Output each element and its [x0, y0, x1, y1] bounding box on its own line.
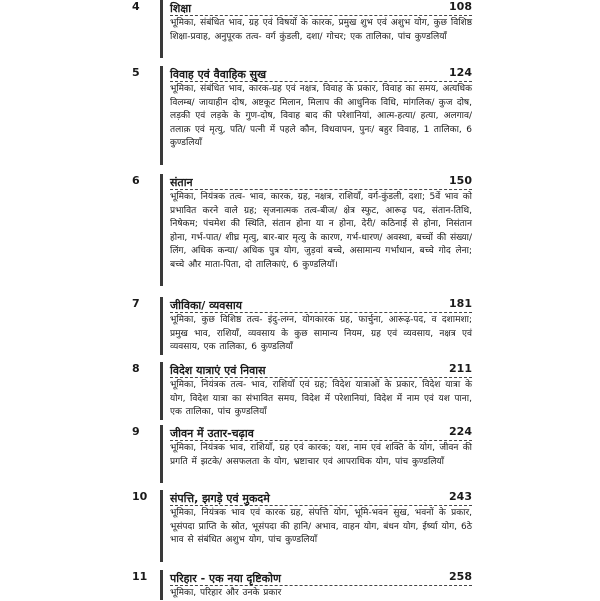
chapter-description: भूमिका, संबंधित भाव, कारक-ग्रह एवं नक्षत्र, विवाह के प्रकार, विवाह का समय, अत्यधिक विलम्ब/ जायाहीन दोष, अष्टकूट मिलान, मिलाप की आधुनिक विधि, मांगलिक/ कुज दोष, लड़की एवं लड़के के गुण-दोष, विवाह बाद की परेशानियां, आत्म-हत्या/ हत्या, अलगाव/ तलाक़ एवं मृत्यु, पति/ पत्नी में पहले कौन, विधवापन, पुनः/ बहुर विवाह, 1 तालिका, 6 कुण्डलियाँ [170, 84, 472, 148]
chapter-title: जीविका/ व्यवसाय [170, 299, 245, 312]
chapter-number: 7 [132, 297, 140, 310]
toc-chapter-10 [0, 490, 600, 562]
chapter-title: शिक्षा [170, 2, 194, 15]
chapter-description: भूमिका, कुछ विशिष्ठ तत्व- इंदु-लग्न, योगकारक ग्रह, फार्चुना, आरूढ़-पद, व दशामशा; प्रमुख भाव, राशियाँ, व्यवसाय के कुछ सामान्य नियम, ग्रह एवं व्यवसाय, नक्षत्र एवं व्यवसाय, एक तालिका, 6 कुण्डलियाँ [170, 315, 472, 352]
chapter-description: भूमिका, नियंत्रक तत्व- भाव, राशियाँ एवं ग्रह; विदेश यात्राओं के प्रकार, विदेश यात्रा के योग, विदेश यात्रा का संभावित समय, विदेश में परेशानियां, विदेश में नाम एवं यश पाना, एक तालिका, पांच कुण्डलियाँ [170, 380, 472, 417]
chapter-divider-bar [160, 362, 163, 420]
chapter-page-number: 150 [445, 174, 472, 188]
toc-chapter-5 [0, 66, 600, 165]
chapter-title: जीवन में उतार-चढ़ाव [170, 427, 257, 440]
chapter-number: 5 [132, 66, 140, 79]
toc-chapter-6 [0, 174, 600, 286]
chapter-title: परिहार - एक नया दृष्टिकोण [170, 572, 284, 585]
chapter-page-number: 124 [445, 66, 472, 80]
chapter-heading [170, 0, 472, 16]
chapter-page-number: 181 [445, 297, 472, 311]
chapter-number: 6 [132, 174, 140, 187]
chapter-page-number: 258 [445, 570, 472, 584]
chapter-page-number: 108 [445, 0, 472, 14]
chapter-description: भूमिका, नियंत्रक तत्व- भाव, कारक, ग्रह, नक्षत्र, राशियाँ, वर्ग-कुंडली, दशा; 5वें भाव को प्रभावित करने वाले ग्रह; सृजनात्मक तत्व-बीज/ क्षेत्र स्फुट, आरूढ़ पद, संतान-तिथि, निषेकम; पंचमेश की स्थिति, संतान होना या न होना, देरी/ कठिनाई से होना, निसंतान होना, गर्भ-पात/ शीघ्र मृत्यु, बार-बार मृत्यु के कारण, गर्भ-धारण/ अवस्था, बच्चों की संख्या/ लिंग, अधिक कन्या/ अधिक पुत्र योग, जुड़वां बच्चे, असामान्य गर्भाधान, बच्चे गोद लेना; बच्चे और माता-पिता, दो तालिकाएं, 6 कुण्डलियाँ। [170, 192, 472, 270]
chapter-heading [170, 490, 472, 506]
chapter-heading [170, 297, 472, 313]
chapter-title: संतान [170, 176, 196, 189]
chapter-number: 8 [132, 362, 140, 375]
toc-chapter-11 [0, 570, 600, 600]
chapter-number: 11 [132, 570, 148, 583]
chapter-number: 4 [132, 0, 140, 13]
toc-chapter-9 [0, 425, 600, 483]
chapter-divider-bar [160, 297, 163, 355]
chapter-description: भूमिका, नियंत्रक भाव एवं कारक ग्रह, संपत्ति योग, भूमि-भवन सुख, भवनों के प्रकार, भूसंपदा प्राप्ति के स्रोत, भूसंपदा की हानि/ अभाव, वाहन योग, बंधन योग, ईर्ष्या योग, 6ठे भाव से संबंधित अशुभ योग, पांच कुण्डलियाँ [170, 508, 472, 545]
toc-chapter-7 [0, 297, 600, 355]
chapter-number: 10 [132, 490, 148, 503]
toc-chapter-4 [0, 0, 600, 58]
chapter-divider-bar [160, 425, 163, 483]
chapter-divider-bar [160, 66, 163, 165]
chapter-description: भूमिका, नियंत्रक भाव, राशियाँ, ग्रह एवं कारक; यश, नाम एवं शक्ति के योग, जीवन की प्रगति में झटके/ असफलता के योग, भ्रष्टाचार एवं आपराधिक योग, पांच कुण्डलियाँ [170, 443, 472, 467]
chapter-heading [170, 362, 472, 378]
chapter-page-number: 243 [445, 490, 472, 504]
chapter-divider-bar [160, 0, 163, 58]
chapter-page-number: 211 [445, 362, 472, 376]
chapter-title: विवाह एवं वैवाहिक सुख [170, 68, 269, 81]
chapter-title: संपत्ति, झगड़े एवं मुकदमे [170, 492, 273, 505]
chapter-description: भूमिका, परिहार और उनके प्रकार [170, 588, 282, 598]
chapter-description: भूमिका, संबंधित भाव, ग्रह एवं विषयों के कारक, प्रमुख शुभ एवं अशुभ योग, कुछ विशिष्ठ शिक्षा-प्रवाह, अनुपूरक तत्व- वर्ग कुंडली, दशा/ गोचर; एक तालिका, पांच कुण्डलियाँ [170, 18, 472, 42]
toc-chapter-8 [0, 362, 600, 420]
chapter-heading [170, 66, 472, 82]
chapter-heading [170, 174, 472, 190]
chapter-title: विदेश यात्राएं एवं निवास [170, 364, 269, 377]
chapter-heading [170, 570, 472, 586]
chapter-heading [170, 425, 472, 441]
chapter-divider-bar [160, 570, 163, 600]
chapter-divider-bar [160, 490, 163, 562]
chapter-number: 9 [132, 425, 140, 438]
chapter-divider-bar [160, 174, 163, 286]
chapter-page-number: 224 [445, 425, 472, 439]
